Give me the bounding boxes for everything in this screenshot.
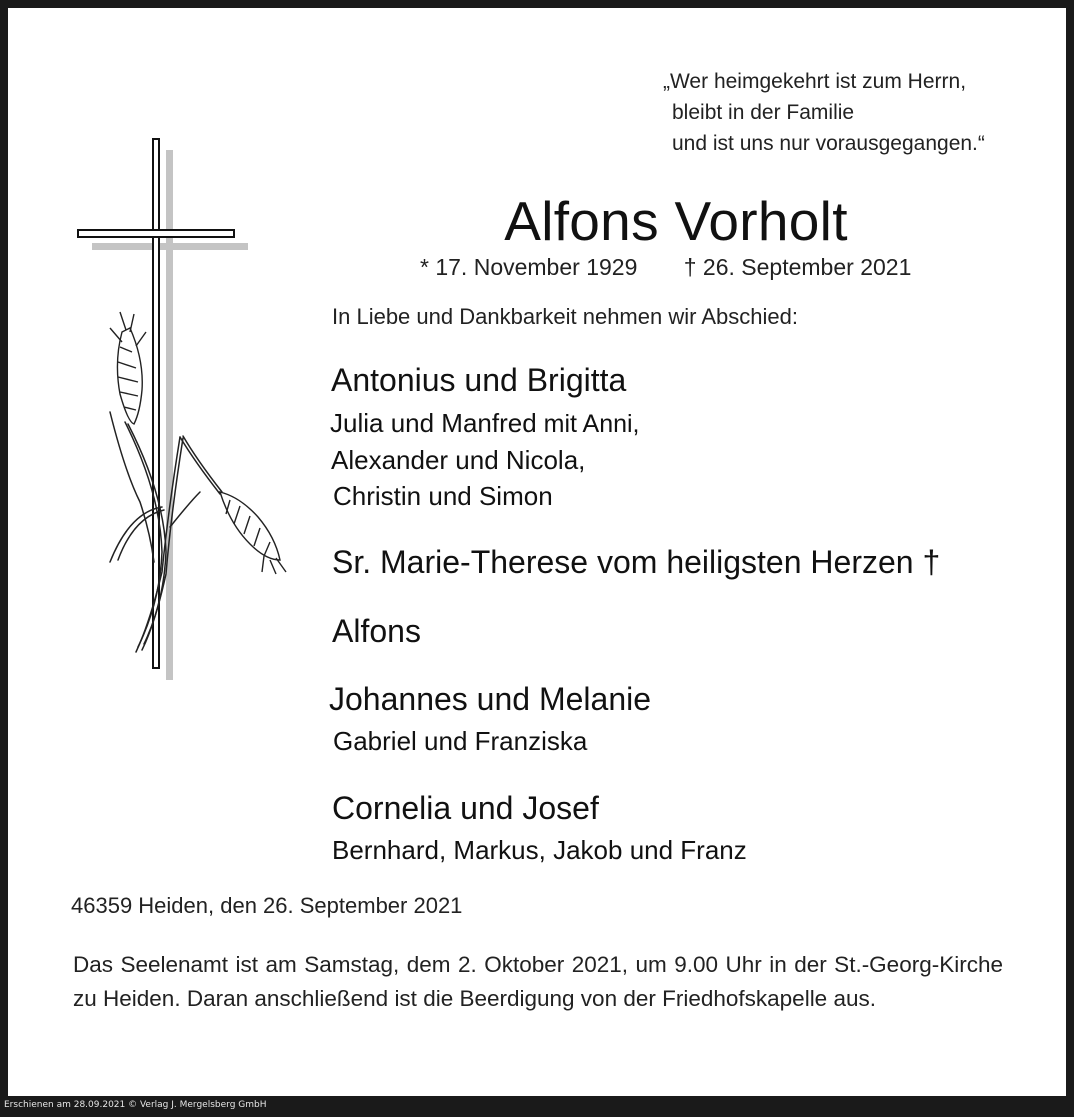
family-gabriel: Gabriel und Franziska bbox=[333, 726, 588, 756]
publication-footer: Erschienen am 28.09.2021 © Verlag J. Mergelsberg GmbH bbox=[4, 1100, 267, 1110]
death-date: † 26. September 2021 bbox=[683, 254, 912, 280]
quote-line-3: und ist uns nur vorausgegangen.“ bbox=[672, 132, 985, 155]
family-cornelia: Cornelia und Josef bbox=[332, 790, 599, 826]
birth-date: * 17. November 1929 bbox=[420, 254, 638, 280]
quote-line-1: „Wer heimgekehrt ist zum Herrn, bbox=[663, 70, 967, 93]
life-dates bbox=[420, 254, 911, 281]
family-julia-extra: mit Anni, bbox=[536, 410, 640, 438]
deceased-name: Alfons Vorholt bbox=[504, 190, 848, 252]
cross-with-wheat-icon bbox=[70, 132, 290, 692]
family-julia-names: Julia und Manfred bbox=[330, 408, 537, 438]
service-info: Das Seelenamt ist am Samstag, dem 2. Oktober 2021, um 9.00 Uhr in der St.-Georg-Kirche zu Heiden. Daran anschließend ist die Beerdigung von der Friedhofskapelle aus. bbox=[73, 952, 1003, 1011]
family-alexander: Alexander und Nicola, bbox=[331, 445, 586, 475]
family-bernhard: Bernhard, Markus, Jakob und Franz bbox=[332, 835, 747, 865]
place-date: 46359 Heiden, den 26. September 2021 bbox=[71, 893, 463, 918]
obituary-sheet bbox=[8, 8, 1066, 1096]
intro-text: In Liebe und Dankbarkeit nehmen wir Abschied: bbox=[332, 304, 798, 329]
quote-line-2: bleibt in der Familie bbox=[672, 101, 855, 124]
family-johannes: Johannes und Melanie bbox=[329, 681, 652, 717]
family-alfons: Alfons bbox=[332, 613, 421, 649]
family-marie-therese: Sr. Marie-Therese vom heiligsten Herzen † bbox=[332, 544, 941, 580]
quote bbox=[663, 66, 985, 159]
family-christin: Christin und Simon bbox=[333, 481, 553, 511]
family-antonius: Antonius und Brigitta bbox=[331, 362, 627, 398]
family-julia bbox=[330, 408, 640, 439]
